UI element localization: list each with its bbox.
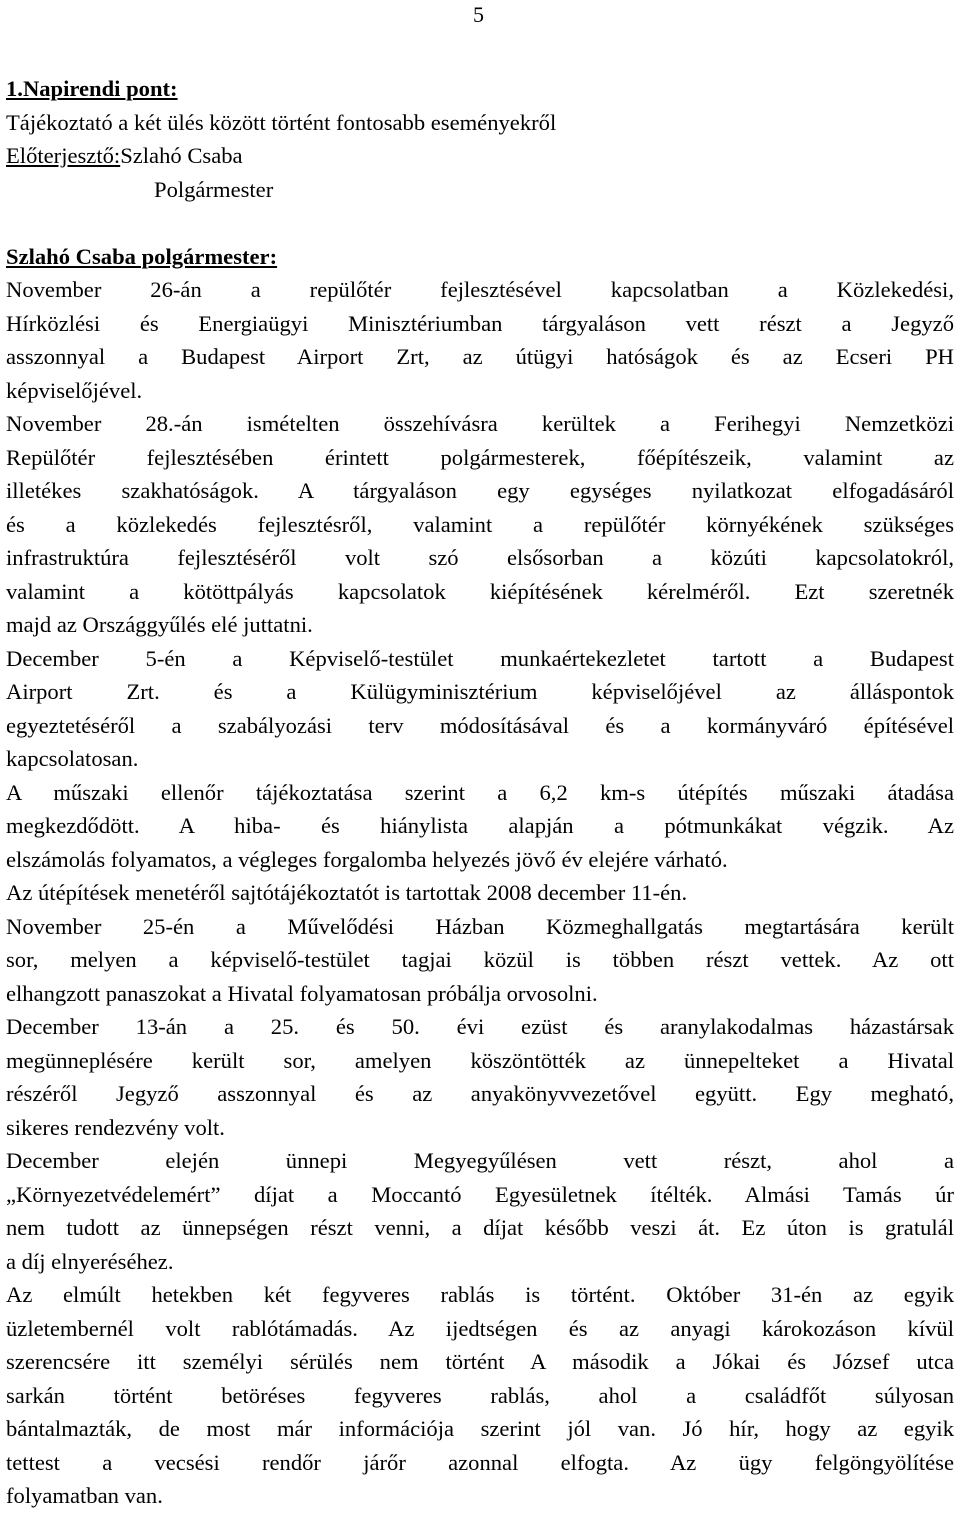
text-line: nem tudott az ünnepségen részt venni, a díjat később veszi át. Ez úton is gratulál (6, 1215, 954, 1240)
text-line: képviselőjével. (6, 377, 143, 403)
agenda-heading: 1.Napirendi pont: (6, 76, 178, 101)
text-line: Repülőtér fejlesztésében érintett polgármesterek, főépítészeik, valamint az (6, 444, 954, 470)
text-line: sarkán történt betöréses fegyveres rablás, ahol a családfőt súlyosan (6, 1382, 954, 1408)
text-line: tettest a vecsési rendőr járőr azonnal elfogta. Az ügy felgöngyölítése (6, 1449, 954, 1475)
text-line: folyamatban van. (6, 1483, 163, 1508)
text-line: asszonnyal a Budapest Airport Zrt, az útügyi hatóságok és az Ecseri PH (6, 344, 954, 369)
page-number: 5 (473, 2, 484, 27)
text-line: valamint a kötöttpályás kapcsolatok kiépítésének kérelméről. Ezt szeretnék (6, 578, 954, 604)
text-line: December 5-én a Képviselő-testület munkaértekezletet tartott a Budapest (6, 645, 954, 671)
text-line: Az elmúlt hetekben két fegyveres rablás is történt. Október 31-én az egyik (6, 1282, 954, 1307)
text-line: A műszaki ellenőr tájékoztatása szerint a 6,2 km-s útépítés műszaki átadása (6, 779, 954, 805)
presenter-label: Előterjesztő: (6, 143, 121, 168)
text-line: majd az Országgyűlés elé juttatni. (6, 612, 313, 637)
text-line: December 13-án a 25. és 50. évi ezüst és aranylakodalmas házastársak (6, 1014, 954, 1039)
text-line: infrastruktúra fejlesztéséről volt szó elsősorban a közúti kapcsolatokról, (6, 545, 954, 570)
text-line: szerencsére itt személyi sérülés nem történt A második a Jókai és József utca (6, 1349, 954, 1374)
text-line: sikeres rendezvény volt. (6, 1114, 225, 1140)
text-line: megkezdődött. A hiba- és hiánylista alapján a pótmunkákat végzik. Az (6, 813, 954, 838)
presenter-line (6, 139, 954, 173)
presenter-name: Szlahó Csaba (120, 143, 243, 168)
text-line: illetékes szakhatóságok. A tárgyaláson egy egységes nyilatkozat elfogadásáról (6, 478, 954, 503)
text-line: részéről Jegyző asszonnyal és az anyakönyvvezetővel együtt. Egy megható, (6, 1081, 954, 1106)
document-body (6, 72, 954, 1513)
presenter-title: Polgármester (154, 176, 274, 202)
text-line: Hírközlési és Energiaügyi Minisztériumban tárgyaláson vett részt a Jegyző (6, 310, 954, 336)
text-line: kapcsolatosan. (6, 746, 139, 771)
text-line: sor, melyen a képviselő-testület tagjai közül is többen részt vettek. Az ott (6, 947, 954, 972)
text-line: Airport Zrt. és a Külügyminisztérium képviselőjével az álláspontok (6, 679, 954, 704)
text-line: November 25-én a Művelődési Házban Közmeghallgatás megtartására került (6, 913, 954, 939)
text-line: elszámolás folyamatos, a végleges forgalomba helyezés jövő év elejére várható. (6, 846, 728, 872)
text-line: December elején ünnepi Megyegyűlésen vett részt, ahol a (6, 1148, 954, 1173)
blank-line (6, 206, 954, 240)
text-line: elhangzott panaszokat a Hivatal folyamatosan próbálja orvosolni. (6, 980, 598, 1006)
text-line: bántalmazták, de most már információja szerint jól van. Jó hír, hogy az egyik (6, 1416, 954, 1441)
text-line: megünneplésére került sor, amelyen köszöntötték az ünnepelteket a Hivatal (6, 1047, 954, 1073)
text-line: üzletembernél volt rablótámadás. Az ijedtségen és az anyagi károkozáson kívül (6, 1315, 954, 1341)
text-line: November 28.-án ismételten összehívásra kerültek a Ferihegyi Nemzetközi (6, 411, 954, 436)
speaker-heading: Szlahó Csaba polgármester: (6, 243, 278, 269)
speech-text (6, 273, 954, 1513)
text-line: és a közlekedés fejlesztésről, valamint a repülőtér környékének szükséges (6, 511, 954, 537)
text-line: a díj elnyeréséhez. (6, 1248, 174, 1274)
text-line: egyeztetéséről a szabályozási terv módosításával és a kormányváró építésével (6, 712, 954, 738)
text-line: Az útépítések menetéről sajtótájékoztatót is tartottak 2008 december 11-én. (6, 880, 688, 905)
text-line: „Környezetvédelemért” díjat a Moccantó Egyesületnek ítélték. Almási Tamás úr (6, 1181, 954, 1207)
text-line: November 26-án a repülőtér fejlesztésével kapcsolatban a Közlekedési, (6, 277, 954, 302)
agenda-topic: Tájékoztató a két ülés között történt fontosabb eseményekről (6, 109, 557, 135)
